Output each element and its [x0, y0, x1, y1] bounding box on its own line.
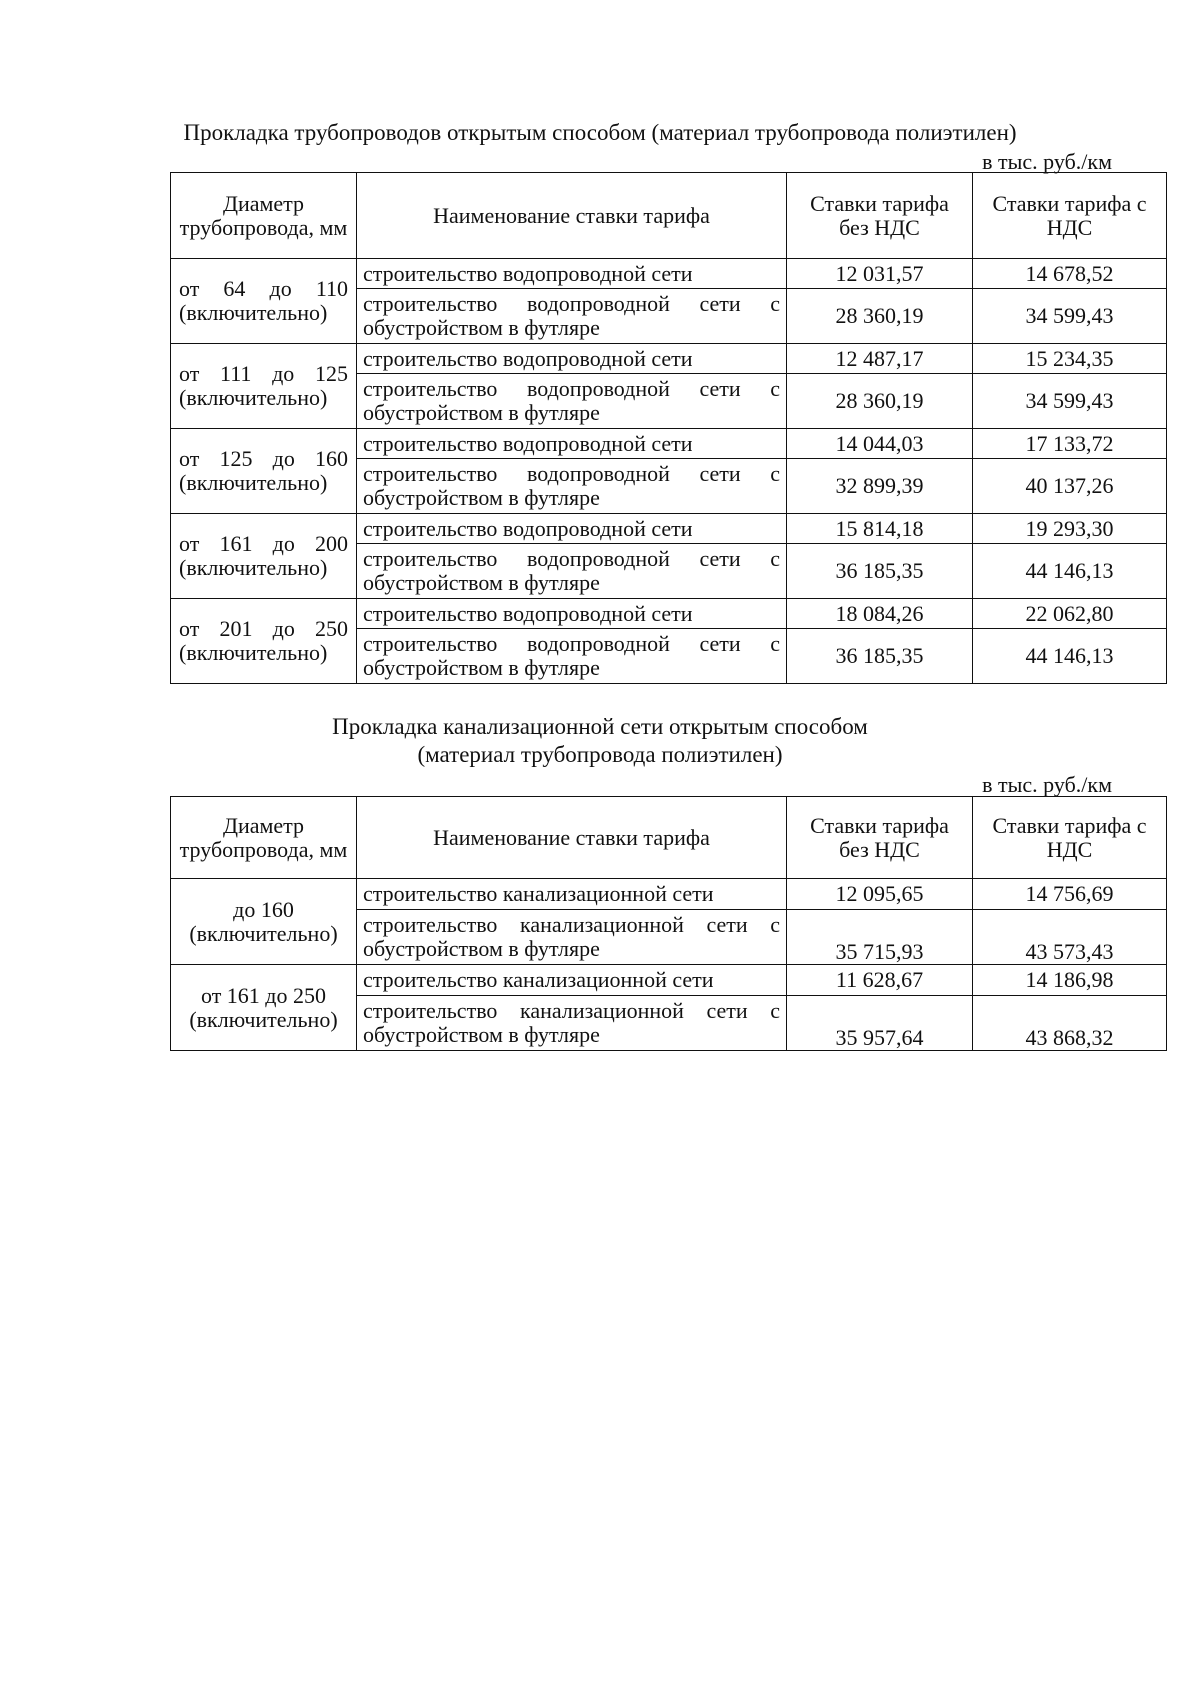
header-diameter: Диаметр трубопровода, мм — [171, 797, 357, 879]
tariff-name-cell: строительство водопроводной сети с обустройством в футляре — [357, 374, 787, 429]
no-vat-cell: 18 084,26 — [787, 599, 973, 629]
table-row — [171, 259, 1167, 289]
with-vat-cell: 15 234,35 — [973, 344, 1167, 374]
with-vat-cell: 17 133,72 — [973, 429, 1167, 459]
no-vat-cell: 28 360,19 — [787, 289, 973, 344]
no-vat-cell: 12 095,65 — [787, 879, 973, 910]
table-row — [171, 879, 1167, 910]
diameter-cell: от 125 до 160 (включительно) — [171, 429, 357, 514]
no-vat-cell: 32 899,39 — [787, 459, 973, 514]
with-vat-cell: 44 146,13 — [973, 629, 1167, 684]
table-row — [171, 965, 1167, 996]
with-vat-cell: 19 293,30 — [973, 514, 1167, 544]
no-vat-cell: 28 360,19 — [787, 374, 973, 429]
with-vat-cell: 14 678,52 — [973, 259, 1167, 289]
table-row — [171, 599, 1167, 629]
no-vat-cell: 12 487,17 — [787, 344, 973, 374]
tariff-name-cell: строительство водопроводной сети с обустройством в футляре — [357, 459, 787, 514]
tariff-name-cell: строительство канализационной сети с обустройством в футляре — [357, 910, 787, 965]
tariff-name-cell: строительство водопроводной сети — [357, 259, 787, 289]
sewer-tariff-table — [170, 796, 1167, 1051]
tariff-name-cell: строительство водопроводной сети — [357, 344, 787, 374]
no-vat-cell: 36 185,35 — [787, 544, 973, 599]
header-with-vat: Ставки тарифа с НДС — [973, 797, 1167, 879]
tariff-name-cell: строительство водопроводной сети — [357, 429, 787, 459]
tariff-name-cell: строительство водопроводной сети — [357, 599, 787, 629]
no-vat-cell: 11 628,67 — [787, 965, 973, 996]
no-vat-cell: 35 715,93 — [787, 910, 973, 965]
table2-title-line1: Прокладка канализационной сети открытым способом — [332, 714, 868, 739]
table-row — [171, 514, 1167, 544]
table-row — [171, 344, 1167, 374]
header-diameter: Диаметр трубопровода, мм — [171, 173, 357, 259]
tariff-name-cell: строительство водопроводной сети с обустройством в футляре — [357, 289, 787, 344]
diameter-cell: от 111 до 125 (включительно) — [171, 344, 357, 429]
diameter-cell: от 161 до 200 (включительно) — [171, 514, 357, 599]
water-pipeline-tariff-table — [170, 172, 1167, 684]
table-header-row — [171, 173, 1167, 259]
header-name: Наименование ставки тарифа — [357, 173, 787, 259]
with-vat-cell: 43 868,32 — [973, 996, 1167, 1051]
no-vat-cell: 14 044,03 — [787, 429, 973, 459]
table2-title-line2: (материал трубопровода полиэтилен) — [417, 742, 783, 767]
tariff-name-cell: строительство канализационной сети — [357, 965, 787, 996]
diameter-cell: от 64 до 110 (включительно) — [171, 259, 357, 344]
table1-units: в тыс. руб./км — [982, 149, 1112, 174]
with-vat-cell: 14 186,98 — [973, 965, 1167, 996]
with-vat-cell: 34 599,43 — [973, 374, 1167, 429]
tariff-name-cell: строительство водопроводной сети — [357, 514, 787, 544]
header-with-vat: Ставки тарифа с НДС — [973, 173, 1167, 259]
tariff-name-cell: строительство канализационной сети — [357, 879, 787, 910]
table-header-row — [171, 797, 1167, 879]
table1-title: Прокладка трубопроводов открытым способом (материал трубопровода полиэтилен) — [183, 120, 1017, 145]
with-vat-cell: 43 573,43 — [973, 910, 1167, 965]
tariff-name-cell: строительство канализационной сети с обустройством в футляре — [357, 996, 787, 1051]
header-no-vat: Ставки тарифа без НДС — [787, 797, 973, 879]
no-vat-cell: 12 031,57 — [787, 259, 973, 289]
table2-units: в тыс. руб./км — [982, 772, 1112, 797]
tariff-name-cell: строительство водопроводной сети с обустройством в футляре — [357, 544, 787, 599]
with-vat-cell: 44 146,13 — [973, 544, 1167, 599]
no-vat-cell: 35 957,64 — [787, 996, 973, 1051]
with-vat-cell: 14 756,69 — [973, 879, 1167, 910]
diameter-cell: до 160 (включительно) — [171, 879, 357, 965]
with-vat-cell: 34 599,43 — [973, 289, 1167, 344]
header-no-vat: Ставки тарифа без НДС — [787, 173, 973, 259]
diameter-cell: от 161 до 250 (включительно) — [171, 965, 357, 1051]
with-vat-cell: 22 062,80 — [973, 599, 1167, 629]
header-name: Наименование ставки тарифа — [357, 797, 787, 879]
diameter-cell: от 201 до 250 (включительно) — [171, 599, 357, 684]
no-vat-cell: 36 185,35 — [787, 629, 973, 684]
tariff-name-cell: строительство водопроводной сети с обустройством в футляре — [357, 629, 787, 684]
with-vat-cell: 40 137,26 — [973, 459, 1167, 514]
table-row — [171, 429, 1167, 459]
no-vat-cell: 15 814,18 — [787, 514, 973, 544]
